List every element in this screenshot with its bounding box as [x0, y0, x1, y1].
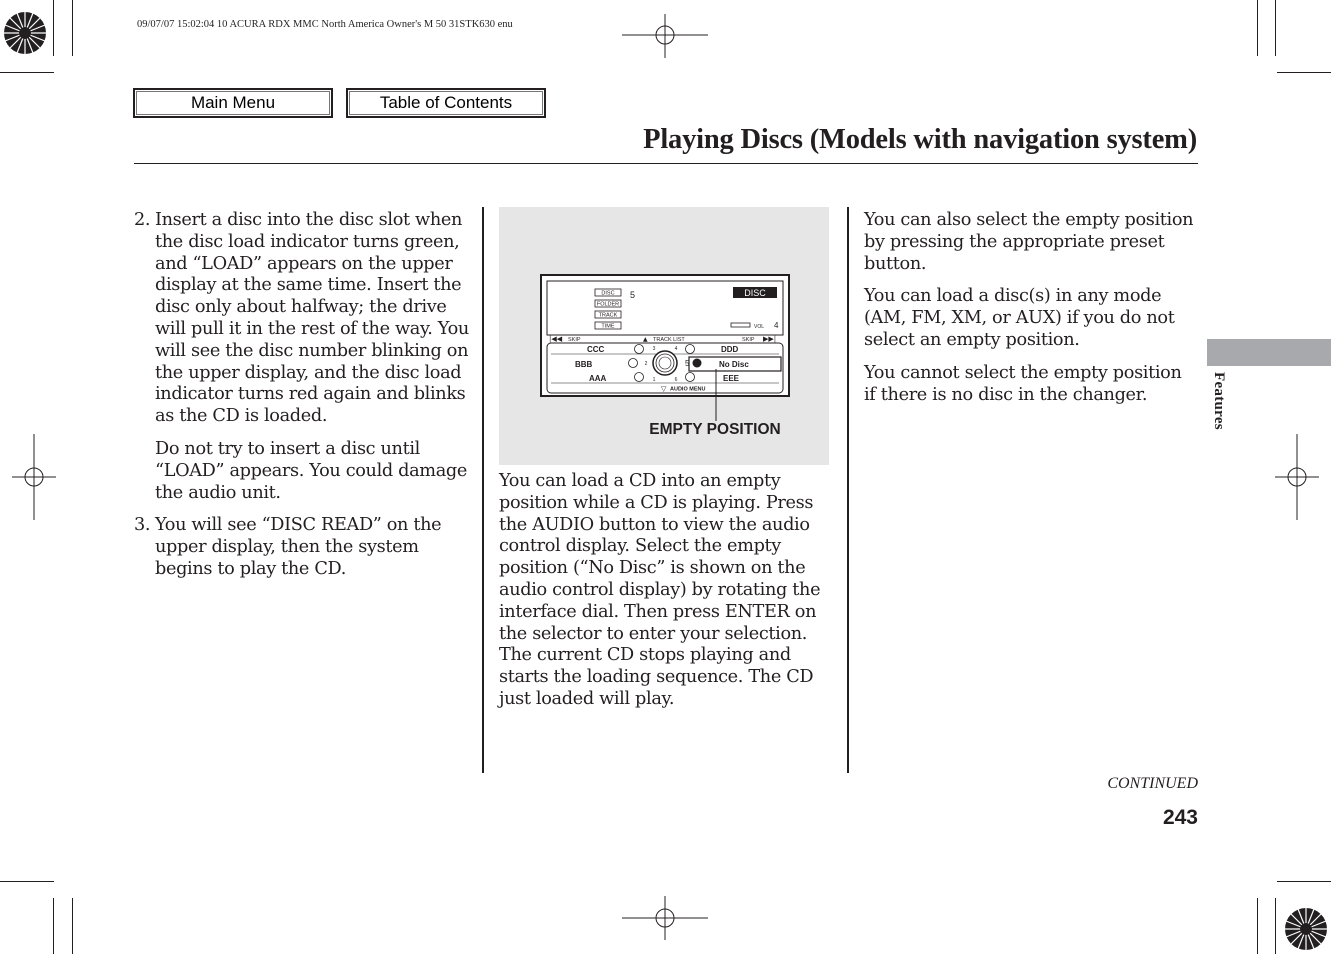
- disc-number: 5: [630, 290, 636, 300]
- slot-number: 1: [652, 377, 656, 383]
- registration-mark-top-left: [0, 8, 50, 58]
- skip-right-label: SKIP: [742, 337, 755, 343]
- crop-line: [72, 898, 73, 954]
- skip-left-label: SKIP: [568, 337, 581, 343]
- slot-number: 5: [685, 359, 690, 368]
- crop-line: [72, 0, 73, 56]
- disc-aaa: AAA: [589, 374, 607, 383]
- menu-triangle-icon: ▽: [661, 385, 667, 393]
- audio-control-display-illustration: [499, 207, 829, 465]
- page-number: 243: [1162, 806, 1198, 829]
- step-2: [134, 210, 470, 515]
- left-column: [134, 210, 470, 592]
- disc-ccc: CCC: [587, 345, 605, 354]
- crop-line: [1275, 0, 1276, 56]
- right-paragraph-1: You can also select the empty position by pressing the appropriate preset button.: [864, 210, 1194, 274]
- crop-line: [1277, 72, 1331, 73]
- crop-line: [0, 881, 54, 882]
- right-column: [864, 210, 1197, 417]
- crop-line: [1275, 898, 1276, 954]
- step-3: [134, 515, 470, 591]
- folder-button-label: FOLDER: [596, 301, 620, 308]
- track-button-label: TRACK: [598, 312, 618, 319]
- middle-paragraph: You can load a CD into an empty position while a CD is playing. Press the AUDIO button to view the audio control display. Select the empty position (“No Disc” is shown on the audio control display) by rotating the interface dial. Then press ENTER on the selector to enter your selection. The current CD stops playing and starts the loading sequence. The CD just loaded will play.: [499, 471, 821, 709]
- section-tab: [1207, 339, 1331, 366]
- section-label: Features: [1211, 372, 1227, 430]
- disc-eee: EEE: [723, 374, 740, 383]
- table-of-contents-button[interactable]: Table of Contents: [346, 88, 546, 118]
- volume-value: 4: [774, 321, 779, 330]
- registration-mark-bottom-right: [1281, 904, 1331, 954]
- time-button-label: TIME: [601, 323, 615, 330]
- skip-back-icon: |◀◀: [549, 335, 563, 343]
- crosshair-target-top: [622, 14, 708, 58]
- empty-position-callout: EMPTY POSITION: [649, 421, 781, 438]
- crop-line: [1257, 898, 1258, 954]
- page-title: Playing Discs (Models with navigation system): [643, 124, 1197, 155]
- slot-number: 4: [674, 346, 678, 352]
- mode-badge-text: DISC: [744, 288, 766, 298]
- title-rule: [134, 163, 1198, 164]
- crop-line: [53, 898, 54, 954]
- crosshair-target-right: [1275, 434, 1319, 520]
- interface-dial-icon: [653, 351, 677, 375]
- volume-bar: [731, 323, 750, 327]
- disc-bbb: BBB: [575, 360, 593, 369]
- disc-ddd: DDD: [721, 345, 739, 354]
- main-menu-button[interactable]: Main Menu: [133, 88, 333, 118]
- column-divider: [847, 207, 849, 773]
- disc-no-disc: No Disc: [719, 360, 749, 369]
- step-text: Insert a disc into the disc slot when the disc load indicator turns green, and “LOAD” appears on the upper display at the same time. Insert the disc only about halfway; the drive will pull it in the rest of the way. You will see the disc number blinking on the upper display, and the disc load indicator turns red again and blinks as the CD is loaded.: [155, 210, 469, 427]
- lock-icon: ▲: [643, 336, 648, 343]
- middle-column: [499, 471, 831, 722]
- crop-line: [1277, 881, 1331, 882]
- crop-line: [1257, 0, 1258, 56]
- audio-menu-label: AUDIO MENU: [670, 386, 706, 393]
- continued-label: CONTINUED: [1107, 775, 1198, 792]
- right-paragraph-3: You cannot select the empty position if there is no disc in the changer.: [864, 362, 1182, 405]
- step-number: 3.: [134, 515, 151, 536]
- crosshair-target-bottom: [622, 896, 708, 940]
- slot-number: 2: [644, 361, 648, 367]
- slot-number: 3: [652, 346, 656, 352]
- volume-label: VOL: [754, 324, 765, 330]
- print-slug: 09/07/07 15:02:04 10 ACURA RDX MMC North America Owner's M 50 31STK630 enu: [137, 19, 513, 30]
- skip-forward-icon: ▶▶|: [763, 335, 777, 343]
- step-text: You will see “DISC READ” on the upper display, then the system begins to play the CD.: [155, 515, 442, 579]
- crosshair-target-left: [12, 434, 56, 520]
- crop-line: [53, 0, 54, 56]
- crop-line: [0, 72, 54, 73]
- column-divider: [482, 207, 484, 773]
- step-number: 2.: [134, 210, 151, 230]
- slot-number: 6: [674, 377, 678, 383]
- track-list-label: TRACK LIST: [653, 337, 685, 343]
- audio-display-figure: [499, 207, 829, 465]
- step-note: Do not try to insert a disc until “LOAD” appears. You could damage the audio unit.: [155, 438, 468, 503]
- right-paragraph-2: You can load a disc(s) in any mode (AM, FM, XM, or AUX) if you do not select an empty position.: [864, 286, 1175, 350]
- disc-button-label: DISC: [601, 290, 615, 297]
